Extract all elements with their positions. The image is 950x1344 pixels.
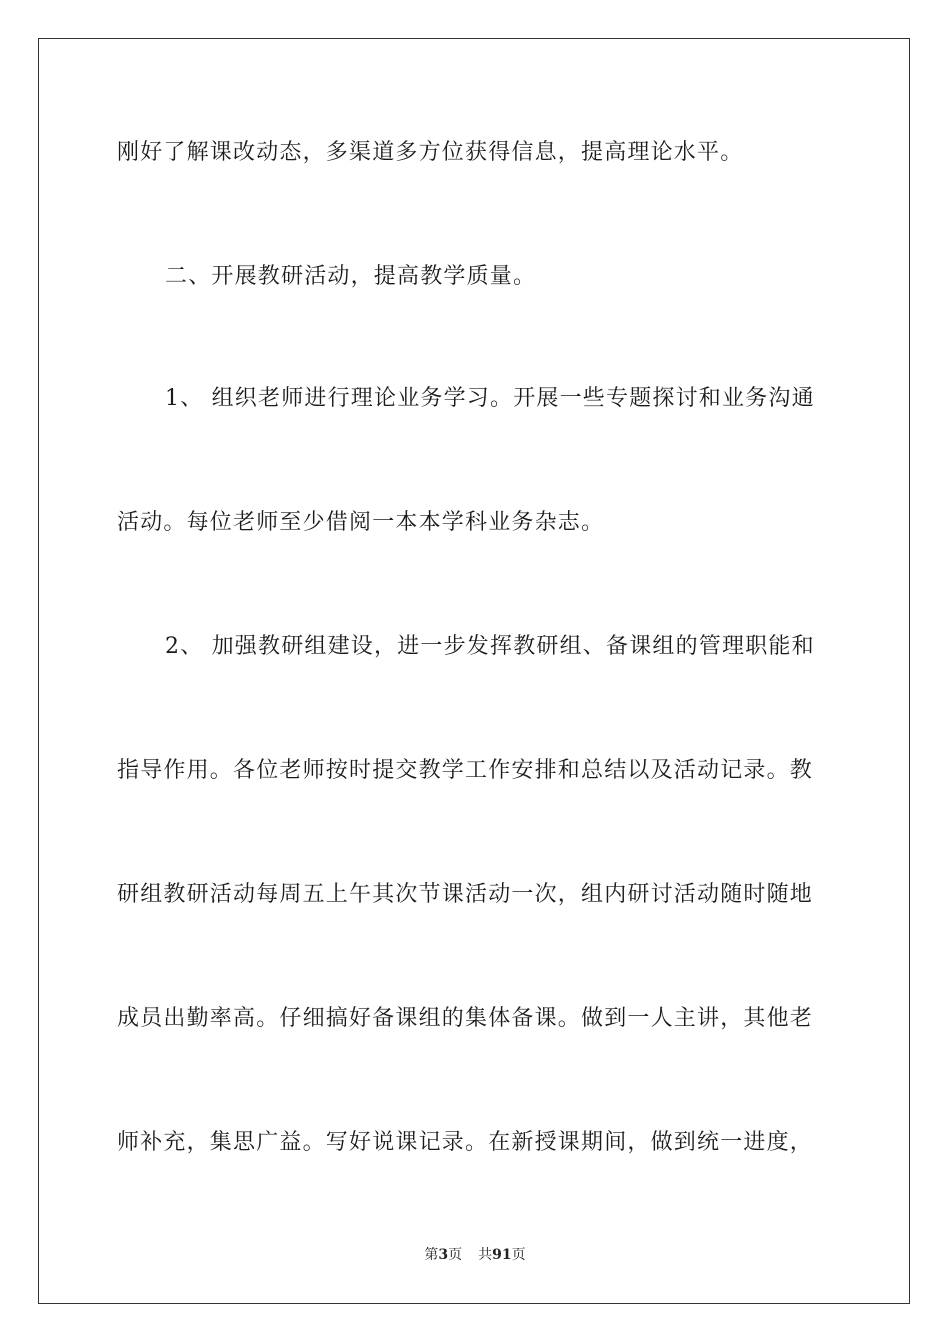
total-pages: 91 xyxy=(492,1247,512,1263)
page-footer xyxy=(0,1245,950,1265)
page-prefix: 第 xyxy=(424,1247,439,1263)
paragraph-line: 研组教研活动每周五上午其次节课活动一次，组内研讨活动随时随地 xyxy=(117,882,814,907)
paragraph-line: 刚好了解课改动态，多渠道多方位获得信息，提高理论水平。 xyxy=(117,140,744,165)
page-border xyxy=(38,38,910,1304)
paragraph-line: 师补充，集思广益。写好说课记录。在新授课期间，做到统一进度， xyxy=(117,1130,814,1155)
list-item-1: 1、 组织老师进行理论业务学习。开展一些专题探讨和业务沟通 xyxy=(165,386,815,411)
total-suffix: 页 xyxy=(511,1247,526,1263)
page-number: 3 xyxy=(438,1247,449,1263)
paragraph-line: 成员出勤率高。仔细搞好备课组的集体备课。做到一人主讲，其他老 xyxy=(117,1006,814,1031)
total-prefix: 共 xyxy=(478,1247,493,1263)
paragraph-line: 活动。每位老师至少借阅一本本学科业务杂志。 xyxy=(117,510,605,535)
page-suffix: 页 xyxy=(448,1247,463,1263)
section-heading: 二、开展教研活动，提高教学质量。 xyxy=(165,264,537,289)
list-item-2: 2、 加强教研组建设，进一步发挥教研组、备课组的管理职能和 xyxy=(165,634,815,659)
paragraph-line: 指导作用。各位老师按时提交教学工作安排和总结以及活动记录。教 xyxy=(117,758,814,783)
